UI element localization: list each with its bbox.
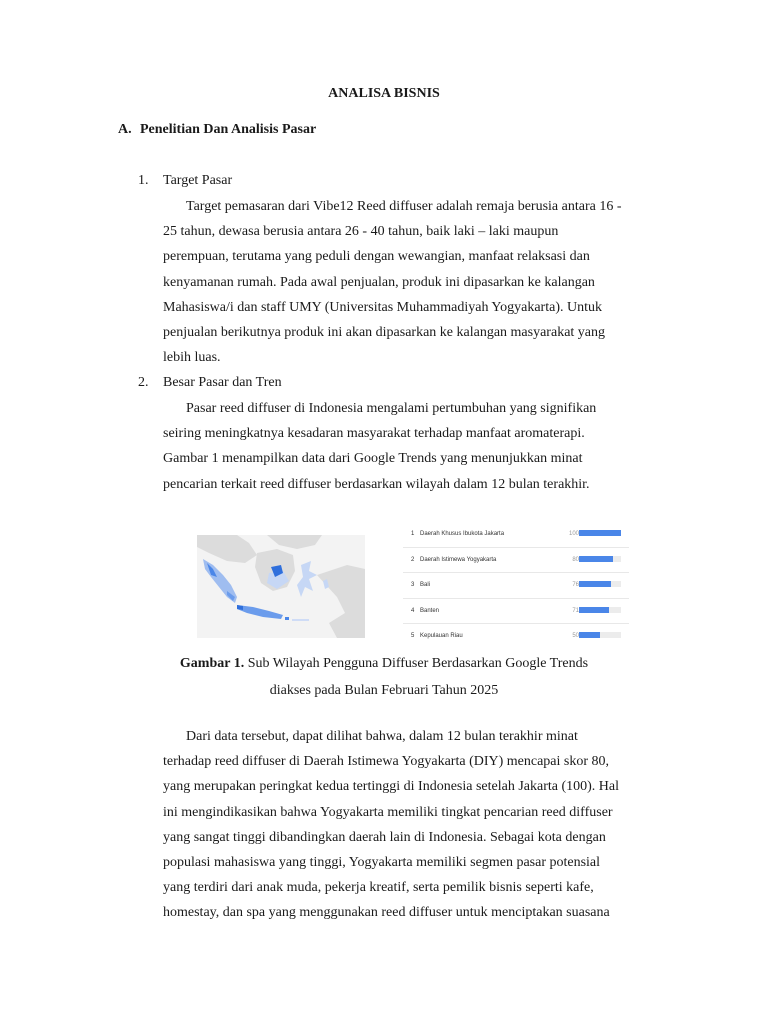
- caption-text: Sub Wilayah Pengguna Diffuser Berdasarkan Google Trends: [244, 656, 589, 671]
- google-trends-ranking: [403, 522, 629, 649]
- paragraph-target-pasar: [163, 194, 673, 370]
- ranking-row: [403, 599, 629, 625]
- score-bar: [579, 556, 613, 562]
- text-line: pencarian terkait reed diffuser berdasarkan wilayah dalam 12 bulan terakhir.: [163, 476, 590, 492]
- text-line: terhadap reed diffuser di Daerah Istimewa Yogyakarta (DIY) mencapai skor 80,: [163, 754, 610, 770]
- region-score: 100: [568, 531, 579, 537]
- region-name: Bali: [420, 582, 431, 588]
- section-title: Penelitian Dan Analisis Pasar: [140, 122, 317, 137]
- map-graphic: [197, 535, 365, 638]
- item-title: Target Pasar: [163, 173, 233, 188]
- section-heading: [118, 122, 316, 138]
- region-score: 80: [572, 556, 579, 563]
- region-name: Kepulauan Riau: [420, 633, 463, 639]
- indonesia-map-image: [197, 535, 365, 638]
- text-line: penjualan berikutnya produk ini akan dipasarkan ke kalangan masyarakat yang: [163, 325, 606, 341]
- rank-number: 3: [411, 582, 415, 588]
- paragraph-besar-pasar: [163, 396, 673, 497]
- ranking-row: [403, 522, 629, 548]
- rank-number: 1: [411, 531, 415, 537]
- item-number: 1.: [138, 173, 149, 188]
- text-line: Target pemasaran dari Vibe12 Reed diffuser adalah remaja berusia antara 16 -: [186, 199, 622, 214]
- text-line: 25 tahun, dewasa berusia antara 26 - 40 tahun, baik laki – laki maupun: [163, 224, 559, 240]
- text-line: ini mengindikasikan bahwa Yogyakarta memiliki tingkat pencarian reed diffuser: [163, 804, 613, 820]
- caption-label: Gambar 1.: [179, 656, 245, 671]
- section-letter: A.: [118, 122, 132, 137]
- text-line: lebih luas.: [163, 350, 221, 366]
- figure-caption: [0, 650, 768, 704]
- text-line: seiring meningkatnya kesadaran masyarakat terhadap manfaat aromaterapi.: [163, 426, 585, 442]
- region-score: 71: [572, 607, 579, 614]
- region-score: 76: [572, 582, 579, 588]
- rank-number: 4: [411, 607, 415, 614]
- text-line: Pasar reed diffuser di Indonesia mengalami pertumbuhan yang signifikan: [186, 401, 597, 416]
- text-line: populasi mahasiswa yang tinggi, Yogyakarta memiliki segmen pasar potensial: [163, 855, 601, 871]
- ranking-row: [403, 573, 629, 599]
- paragraph-analysis: [163, 724, 673, 926]
- text-line: kenyamanan rumah. Pada awal penjualan, produk ini dipasarkan ke kalangan: [163, 274, 595, 290]
- item-heading-besar-pasar: [138, 375, 282, 391]
- region-name: Banten: [420, 607, 440, 614]
- score-bar-track: [579, 581, 621, 587]
- item-number: 2.: [138, 375, 149, 390]
- score-bar-track: [579, 530, 621, 536]
- score-bar: [579, 530, 621, 536]
- text-line: perempuan, terutama yang peduli dengan wewangian, manfaat relaksasi dan: [163, 249, 590, 265]
- rank-number: 2: [411, 556, 415, 563]
- text-line: Gambar 1 menampilkan data dari Google Trends yang menunjukkan minat: [163, 451, 583, 467]
- score-bar-track: [579, 556, 621, 562]
- item-heading-target-pasar: [138, 173, 232, 189]
- document-title: ANALISA BISNIS: [328, 86, 440, 101]
- ranking-row: [403, 548, 629, 574]
- text-line: yang sangat tinggi dibandingkan daerah lain di Indonesia. Sebagai kota dengan: [163, 829, 606, 845]
- region-score: 50: [572, 633, 579, 639]
- region-name: Daerah Istimewa Yogyakarta: [420, 556, 497, 563]
- text-line: homestay, dan spa yang menggunakan reed diffuser untuk menciptakan suasana: [163, 905, 610, 921]
- region-name: Daerah Khusus Ibukota Jakarta: [420, 531, 505, 537]
- item-title: Besar Pasar dan Tren: [163, 375, 282, 390]
- caption-line: diakses pada Bulan Februari Tahun 2025: [269, 683, 499, 698]
- score-bar-track: [579, 607, 621, 613]
- score-bar: [579, 632, 600, 638]
- text-line: yang terdiri dari anak muda, pekerja kreatif, serta pemilik bisnis seperti kafe,: [163, 880, 594, 896]
- score-bar-track: [579, 632, 621, 638]
- score-bar: [579, 581, 611, 587]
- caption-line: [0, 650, 768, 677]
- rank-number: 5: [411, 633, 415, 639]
- text-line: yang merupakan peringkat kedua tertinggi di Indonesia setelah Jakarta (100). Hal: [163, 779, 620, 795]
- text-line: Mahasiswa/i dan staff UMY (Universitas Muhammadiyah Yogyakarta). Untuk: [163, 299, 602, 315]
- text-line: Dari data tersebut, dapat dilihat bahwa, dalam 12 bulan terakhir minat: [186, 729, 578, 744]
- score-bar: [579, 607, 609, 613]
- ranking-row: [403, 624, 629, 649]
